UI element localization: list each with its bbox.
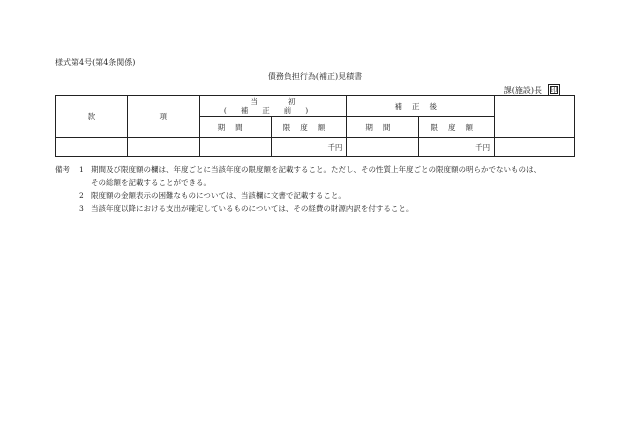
header-after-revision: 補正後 [347, 96, 495, 117]
note-text: 当該年度以降における支出が確定しているものについては、その経費の財源内訳を付すること。 [91, 204, 414, 213]
cell-item [56, 138, 128, 157]
header-limit-after: 限度額 [419, 117, 495, 138]
cell-blank [495, 138, 575, 157]
header-period-initial: 期間 [199, 117, 271, 138]
note-number: 3 [79, 204, 84, 213]
header-period-after: 期間 [347, 117, 419, 138]
header-limit-initial: 限度額 [271, 117, 347, 138]
cell-limit-after-unit: 千円 [419, 138, 495, 157]
note-text: 限度額の金額表示の困難なものについては、当該欄に文書で記載すること。 [91, 191, 346, 200]
note-continuation: その総額を記載することができる。 [91, 178, 211, 187]
cell-period-after [347, 138, 419, 157]
note-item [55, 189, 585, 202]
cell-limit-initial-unit: 千円 [271, 138, 347, 157]
header-blank [495, 96, 575, 138]
header-initial-label: 当初 [250, 97, 326, 106]
estimate-table [55, 95, 575, 157]
note-item [55, 202, 585, 215]
notes-label: 備考 [55, 165, 70, 174]
section-chief-label: 課(施設)長 [503, 85, 542, 95]
header-initial [199, 96, 347, 117]
notes [55, 163, 585, 215]
cell-period-initial [199, 138, 271, 157]
document-title: 債務負担行為(補正)見積書 [267, 72, 363, 81]
seal-mark: 印 [548, 84, 560, 96]
note-item [55, 163, 585, 176]
header-subitem: 項 [127, 96, 199, 138]
note-number: 2 [79, 191, 84, 200]
note-number: 1 [79, 165, 84, 174]
cell-subitem [127, 138, 199, 157]
form-number: 様式第4号(第4条関係) [55, 58, 136, 67]
note-text: 期間及び限度額の欄は、年度ごとに当該年度の限度額を記載すること。ただし、その性質上年度ごとの限度額の明らかでないものは、 [91, 165, 541, 174]
header-initial-sub: (補正前) [223, 106, 323, 115]
header-item: 款 [56, 96, 128, 138]
